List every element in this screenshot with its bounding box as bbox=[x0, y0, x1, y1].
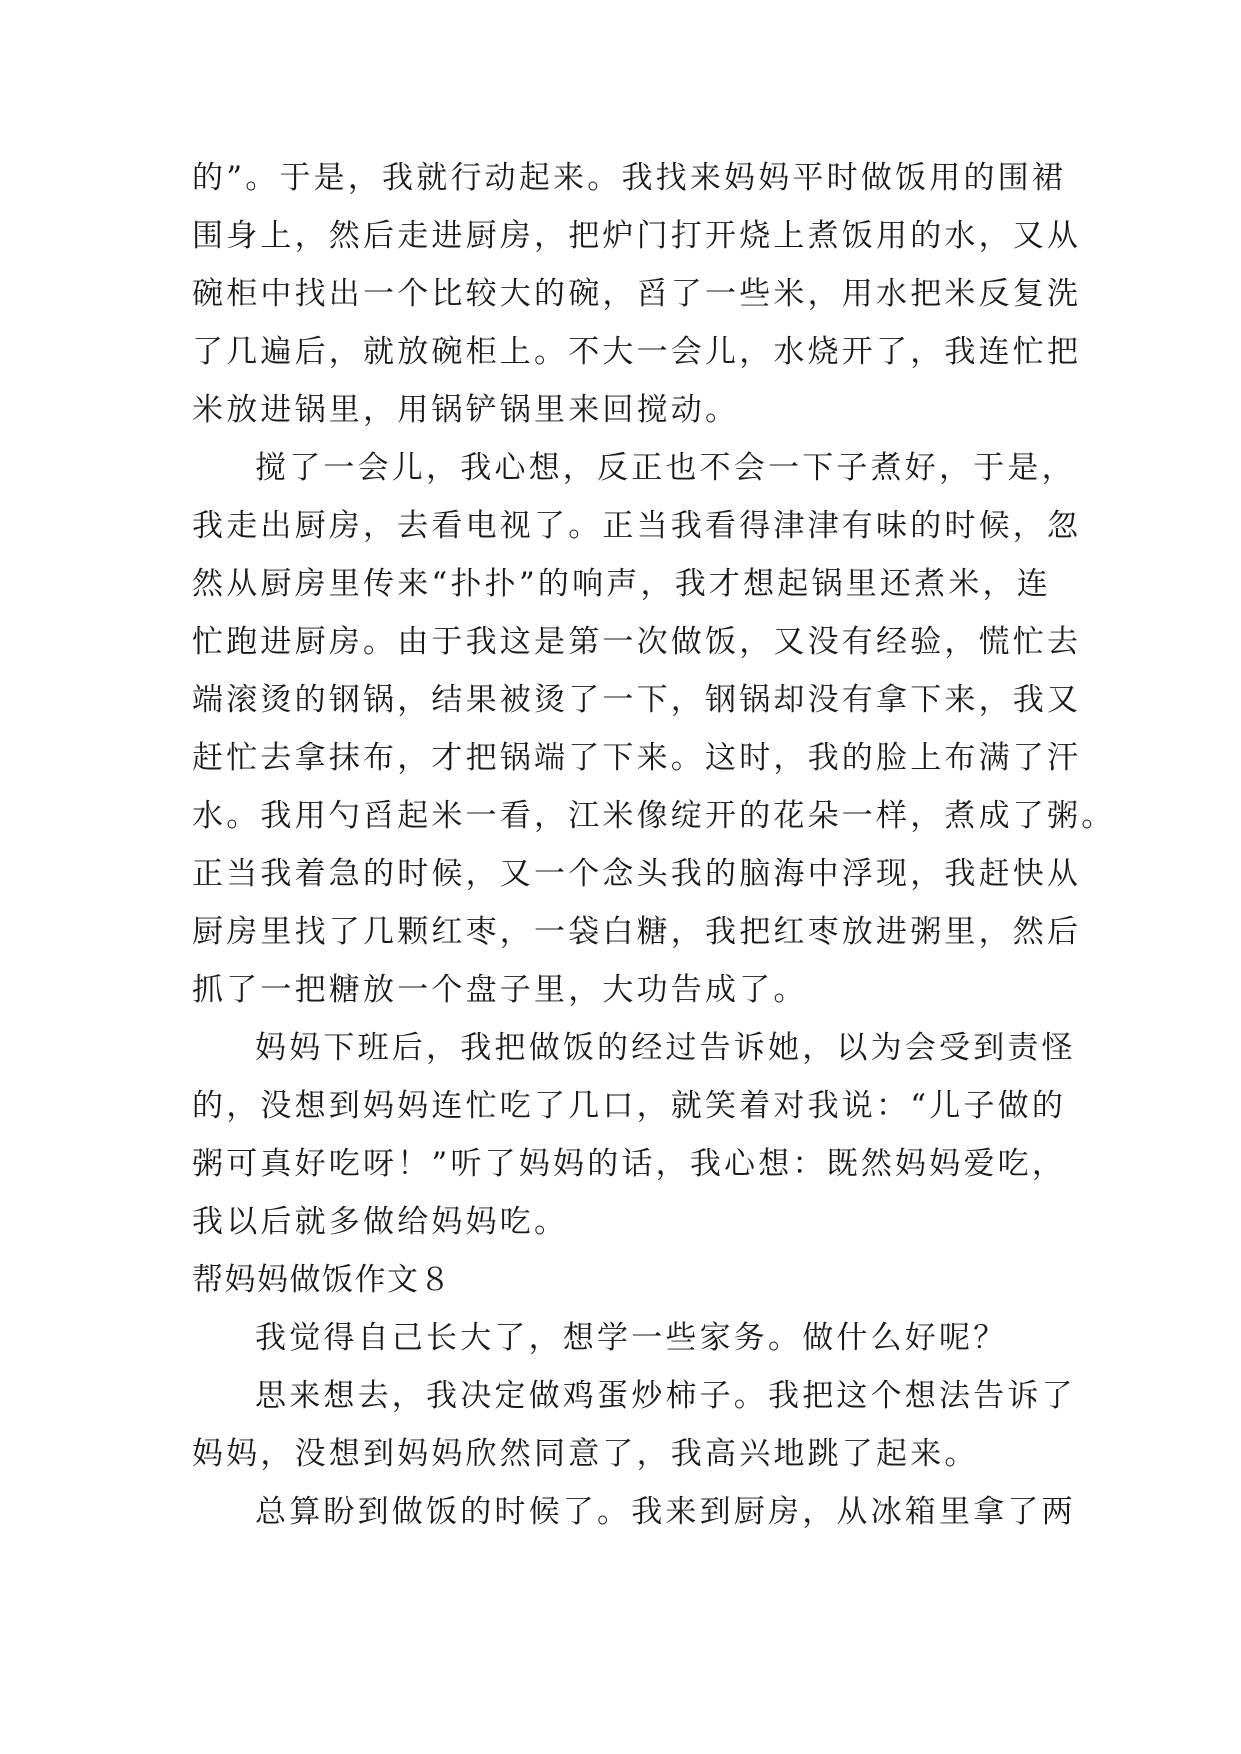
text-line: 的”。于是，我就行动起来。我找来妈妈平时做饭用的围裙 bbox=[192, 160, 1067, 196]
text-line: 正当我着急的时候，又一个念头我的脑海中浮现，我赶快从 bbox=[192, 856, 1082, 892]
text-line: 妈妈，没想到妈妈欣然同意了，我高兴地跳了起来。 bbox=[192, 1436, 979, 1472]
paragraph-start-line: 思来想去，我决定做鸡蛋炒柿子。我把这个想法告诉了 bbox=[255, 1378, 1076, 1414]
paragraph-start-line: 搅了一会儿，我心想，反正也不会一下子煮好，于是， bbox=[255, 450, 1076, 486]
text-line: 赶忙去拿抹布，才把锅端了下来。这时，我的脸上布满了汗 bbox=[192, 740, 1082, 776]
text-line: 粥可真好吃呀！”听了妈妈的话，我心想：既然妈妈爱吃， bbox=[192, 1146, 1067, 1182]
text-line: 忙跑进厨房。由于我这是第一次做饭，又没有经验，慌忙去 bbox=[192, 624, 1082, 660]
section-title: 帮妈妈做饭作文８ bbox=[192, 1262, 452, 1298]
text-line: 米放进锅里，用锅铲锅里来回搅动。 bbox=[192, 392, 740, 428]
text-line: 端滚烫的钢锅，结果被烫了一下，钢锅却没有拿下来，我又 bbox=[192, 682, 1082, 718]
text-line: 厨房里找了几颗红枣，一袋白糖，我把红枣放进粥里，然后 bbox=[192, 914, 1082, 950]
paragraph-start-line: 我觉得自己长大了，想学一些家务。做什么好呢？ bbox=[255, 1320, 1008, 1356]
text-line: 我以后就多做给妈妈吃。 bbox=[192, 1204, 569, 1240]
text-line: 水。我用勺舀起米一看，江米像绽开的花朵一样，煮成了粥。 bbox=[192, 798, 1116, 834]
text-line: 碗柜中找出一个比较大的碗，舀了一些米，用水把米反复洗 bbox=[192, 276, 1082, 312]
text-line: 围身上，然后走进厨房，把炉门打开烧上煮饭用的水，又从 bbox=[192, 218, 1082, 254]
paragraph-start-line: 总算盼到做饭的时候了。我来到厨房，从冰箱里拿了两 bbox=[255, 1494, 1076, 1530]
paragraph-start-line: 妈妈下班后，我把做饭的经过告诉她，以为会受到责怪 bbox=[255, 1030, 1076, 1066]
text-line: 然从厨房里传来“扑扑”的响声，我才想起锅里还煮米，连 bbox=[192, 566, 1051, 602]
text-line: 了几遍后，就放碗柜上。不大一会儿，水烧开了，我连忙把 bbox=[192, 334, 1082, 370]
text-line: 的，没想到妈妈连忙吃了几口，就笑着对我说：“儿子做的 bbox=[192, 1088, 1067, 1124]
text-line: 抓了一把糖放一个盘子里，大功告成了。 bbox=[192, 972, 808, 1008]
text-line: 我走出厨房，去看电视了。正当我看得津津有味的时候，忽 bbox=[192, 508, 1082, 544]
